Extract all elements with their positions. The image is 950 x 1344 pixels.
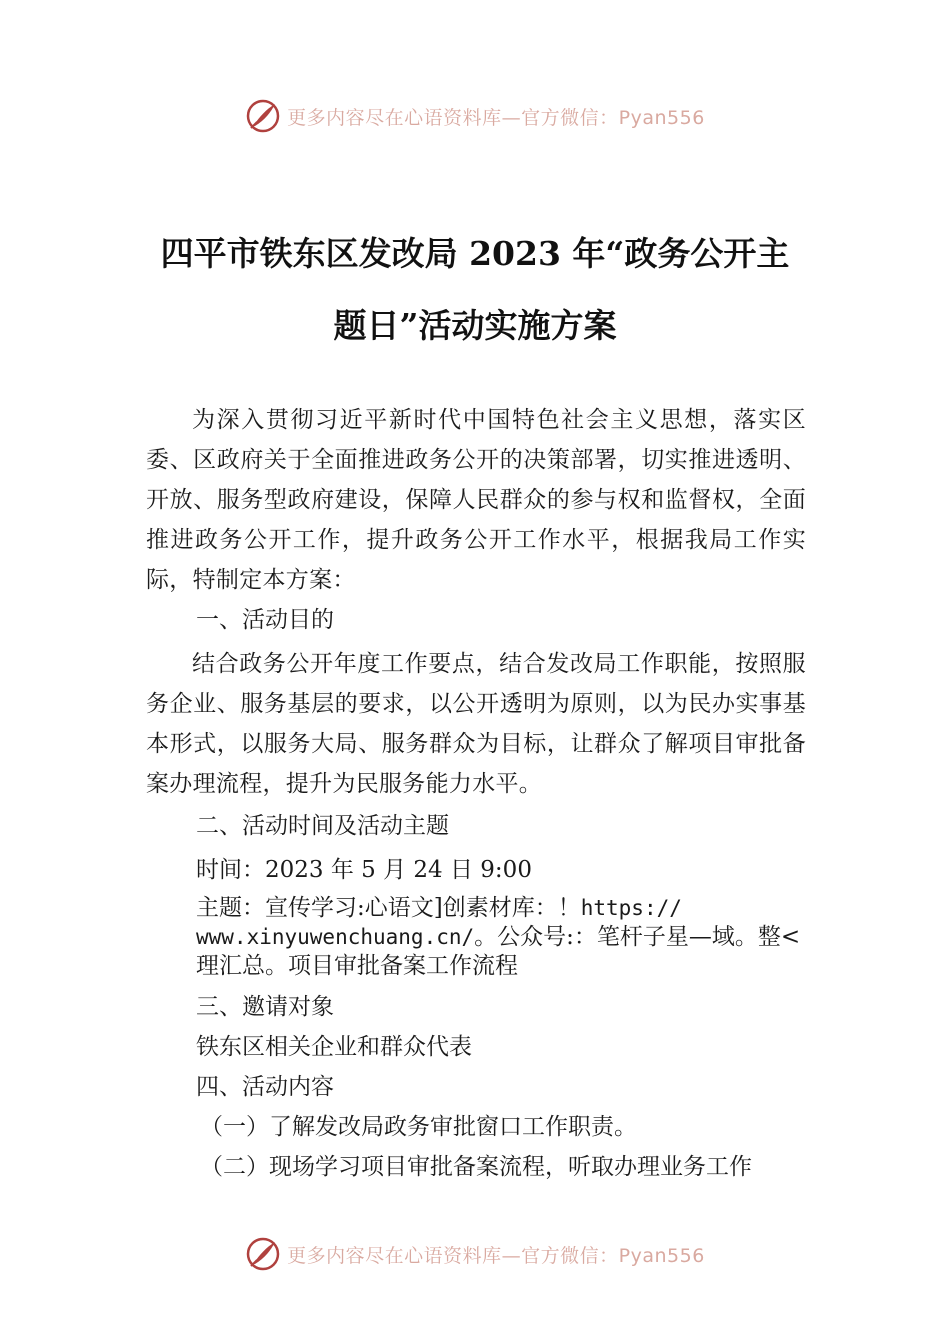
wechat-id: Pyan556: [618, 106, 705, 129]
time-line: 时间：2023 年 5 月 24 日 9:00: [196, 857, 532, 883]
section-1-heading: 一、活动目的: [196, 607, 334, 633]
content-item-1: （一）了解发改局政务审批窗口工作职责。: [200, 1114, 637, 1140]
intro-paragraph: 为深入贯彻习近平新时代中国特色社会主义思想，落实区委、区政府关于全面推进政务公开的决策部署，切实推进透明、开放、服务型政府建设，保障人民群众的参与权和监督权，全面推进政务公开工作，提升政务公开工作水平，根据我局工作实际，特制定本方案：: [146, 407, 806, 593]
watermark-banner-bottom: [0, 1234, 950, 1274]
subject-block: [146, 894, 806, 981]
subject-url-part-1: https://: [580, 896, 682, 920]
watermark-text: 更多内容尽在心语资料库—官方微信：Pyan556: [287, 1244, 705, 1267]
content-item-2: （二）现场学习项目审批备案流程，听取办理业务工作: [200, 1154, 752, 1180]
watermark-text: 更多内容尽在心语资料库—官方微信：Pyan556: [287, 106, 705, 129]
subject-line-3: 理汇总。项目审批备案工作流程: [196, 953, 518, 979]
watermark-banner-top: [0, 96, 950, 136]
quill-logo-icon: [245, 98, 281, 134]
section-2-heading: 二、活动时间及活动主题: [196, 813, 449, 839]
document-body: [146, 400, 806, 1187]
subject-rest: 。公众号:：笔杆子星—域。整<: [474, 924, 801, 950]
wechat-id: Pyan556: [618, 1244, 705, 1267]
section-3-heading: 三、邀请对象: [196, 994, 334, 1020]
quill-logo-icon: [245, 1236, 281, 1272]
document-title: [140, 218, 810, 362]
title-line-2: 题日”活动实施方案: [333, 306, 617, 345]
subject-prefix: 主题：宣传学习:心语文]创素材库：！: [196, 895, 581, 921]
section-4-heading: 四、活动内容: [196, 1074, 334, 1100]
title-line-1: 四平市铁东区发改局 2023 年“政务公开主: [160, 234, 790, 273]
section-1-body: 结合政务公开年度工作要点，结合发改局工作职能，按照服务企业、服务基层的要求，以公开透明为原则，以为民办实事基本形式，以服务大局、服务群众为目标，让群众了解项目审批备案办理流程，提升为民服务能力水平。: [146, 651, 806, 797]
subject-url-part-2: www.xinyuwenchuang.cn/: [196, 925, 475, 949]
section-3-body: 铁东区相关企业和群众代表: [196, 1034, 472, 1060]
